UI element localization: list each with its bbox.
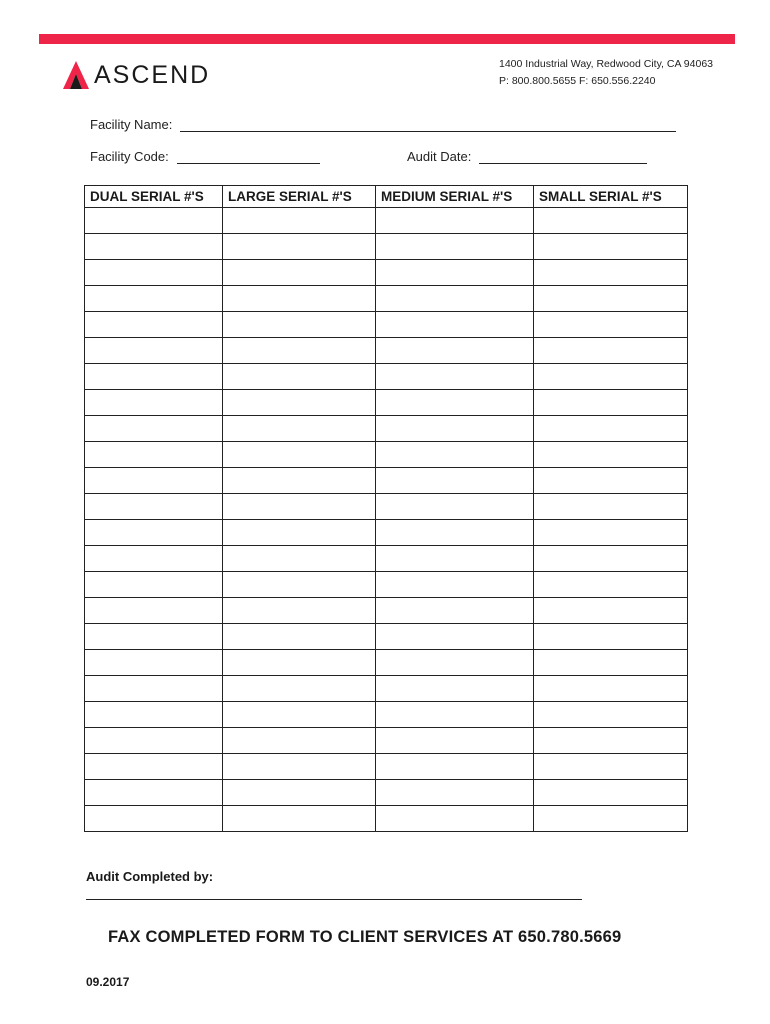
serial-cell-medium[interactable] — [376, 572, 534, 598]
serial-cell-dual[interactable] — [85, 702, 223, 728]
serial-cell-large[interactable] — [223, 806, 376, 832]
ascend-logo — [63, 61, 210, 89]
serial-cell-medium[interactable] — [376, 208, 534, 234]
table-row — [85, 442, 688, 468]
serial-cell-large[interactable] — [223, 338, 376, 364]
serial-cell-large[interactable] — [223, 260, 376, 286]
serial-cell-small[interactable] — [534, 312, 688, 338]
serial-cell-small[interactable] — [534, 364, 688, 390]
table-row — [85, 780, 688, 806]
serial-cell-medium[interactable] — [376, 728, 534, 754]
serial-cell-medium[interactable] — [376, 650, 534, 676]
serial-cell-large[interactable] — [223, 494, 376, 520]
serial-cell-dual[interactable] — [85, 806, 223, 832]
facility-name-field[interactable] — [180, 118, 676, 132]
serial-cell-small[interactable] — [534, 442, 688, 468]
table-row — [85, 416, 688, 442]
serial-cell-small[interactable] — [534, 624, 688, 650]
serial-cell-medium[interactable] — [376, 416, 534, 442]
table-row — [85, 494, 688, 520]
form-version: 09.2017 — [86, 975, 130, 989]
serial-cell-small[interactable] — [534, 338, 688, 364]
table-row — [85, 702, 688, 728]
table-row — [85, 728, 688, 754]
facility-name-row — [90, 117, 676, 132]
serial-cell-small[interactable] — [534, 572, 688, 598]
serial-cell-dual[interactable] — [85, 338, 223, 364]
column-header-medium: MEDIUM SERIAL #'S — [376, 186, 534, 208]
serial-cell-dual[interactable] — [85, 260, 223, 286]
audit-date-label: Audit Date: — [407, 149, 472, 164]
serial-cell-large[interactable] — [223, 598, 376, 624]
serial-cell-medium[interactable] — [376, 676, 534, 702]
serial-cell-large[interactable] — [223, 364, 376, 390]
serial-cell-dual[interactable] — [85, 572, 223, 598]
serial-cell-small[interactable] — [534, 806, 688, 832]
serial-cell-small[interactable] — [534, 520, 688, 546]
audit-date-field[interactable] — [479, 150, 647, 164]
table-row — [85, 624, 688, 650]
serial-cell-medium[interactable] — [376, 286, 534, 312]
serial-cell-small[interactable] — [534, 390, 688, 416]
table-row — [85, 468, 688, 494]
serial-cell-dual[interactable] — [85, 624, 223, 650]
serial-cell-large[interactable] — [223, 442, 376, 468]
column-header-small: SMALL SERIAL #'S — [534, 186, 688, 208]
serial-cell-dual[interactable] — [85, 390, 223, 416]
facility-code-label: Facility Code: — [90, 149, 169, 164]
audit-completed-field[interactable] — [86, 899, 582, 900]
serial-cell-medium[interactable] — [376, 494, 534, 520]
serial-cell-large[interactable] — [223, 650, 376, 676]
serial-cell-large[interactable] — [223, 676, 376, 702]
serial-cell-dual[interactable] — [85, 312, 223, 338]
phone-fax-line: P: 800.800.5655 F: 650.556.2240 — [499, 75, 656, 87]
serial-cell-small[interactable] — [534, 494, 688, 520]
table-row — [85, 520, 688, 546]
serial-cell-large[interactable] — [223, 416, 376, 442]
table-row — [85, 312, 688, 338]
logo-text: ASCEND — [94, 60, 211, 89]
serial-cell-medium[interactable] — [376, 520, 534, 546]
serial-cell-dual[interactable] — [85, 234, 223, 260]
table-row — [85, 234, 688, 260]
serial-cell-medium[interactable] — [376, 468, 534, 494]
serial-cell-large[interactable] — [223, 546, 376, 572]
serial-cell-large[interactable] — [223, 390, 376, 416]
serial-cell-large[interactable] — [223, 702, 376, 728]
column-header-large: LARGE SERIAL #'S — [223, 186, 376, 208]
table-row — [85, 598, 688, 624]
table-row — [85, 286, 688, 312]
serial-cell-small[interactable] — [534, 650, 688, 676]
ascend-triangle-icon — [63, 61, 89, 89]
serial-cell-large[interactable] — [223, 286, 376, 312]
serial-cell-dual[interactable] — [85, 598, 223, 624]
serial-cell-large[interactable] — [223, 754, 376, 780]
facility-code-row — [90, 149, 320, 164]
serial-cell-dual[interactable] — [85, 650, 223, 676]
audit-date-row — [407, 149, 647, 164]
serial-cell-large[interactable] — [223, 780, 376, 806]
serial-cell-small[interactable] — [534, 728, 688, 754]
serial-cell-large[interactable] — [223, 312, 376, 338]
serial-cell-dual[interactable] — [85, 208, 223, 234]
serial-cell-large[interactable] — [223, 520, 376, 546]
serial-cell-small[interactable] — [534, 234, 688, 260]
serial-cell-medium[interactable] — [376, 546, 534, 572]
serial-cell-dual[interactable] — [85, 780, 223, 806]
serial-cell-large[interactable] — [223, 624, 376, 650]
serial-cell-dual[interactable] — [85, 520, 223, 546]
serial-cell-small[interactable] — [534, 260, 688, 286]
serial-cell-medium[interactable] — [376, 442, 534, 468]
serial-cell-small[interactable] — [534, 286, 688, 312]
table-row — [85, 572, 688, 598]
serial-cell-medium[interactable] — [376, 624, 534, 650]
address-line: 1400 Industrial Way, Redwood City, CA 94063 — [499, 58, 714, 70]
facility-name-label: Facility Name: — [90, 117, 173, 132]
company-address — [499, 56, 713, 90]
serial-cell-medium[interactable] — [376, 312, 534, 338]
table-header-row — [85, 186, 688, 208]
serial-cell-dual[interactable] — [85, 728, 223, 754]
serial-cell-medium[interactable] — [376, 598, 534, 624]
serial-cell-medium[interactable] — [376, 364, 534, 390]
serial-cell-small[interactable] — [534, 208, 688, 234]
serial-cell-small[interactable] — [534, 416, 688, 442]
serial-cell-small[interactable] — [534, 468, 688, 494]
serial-cell-large[interactable] — [223, 234, 376, 260]
serial-cell-medium[interactable] — [376, 754, 534, 780]
serial-cell-large[interactable] — [223, 468, 376, 494]
table-row — [85, 364, 688, 390]
table-row — [85, 754, 688, 780]
serial-table-body — [85, 208, 688, 832]
serial-cell-small[interactable] — [534, 546, 688, 572]
facility-code-field[interactable] — [177, 150, 320, 164]
serial-cell-small[interactable] — [534, 754, 688, 780]
table-row — [85, 546, 688, 572]
serial-cell-dual[interactable] — [85, 468, 223, 494]
column-header-dual: DUAL SERIAL #'S — [85, 186, 223, 208]
serial-cell-large[interactable] — [223, 728, 376, 754]
serial-cell-dual[interactable] — [85, 364, 223, 390]
serial-cell-dual[interactable] — [85, 494, 223, 520]
table-row — [85, 208, 688, 234]
fax-instruction: FAX COMPLETED FORM TO CLIENT SERVICES AT 650.780.5669 — [108, 928, 622, 946]
serial-cell-small[interactable] — [534, 676, 688, 702]
serial-cell-medium[interactable] — [376, 390, 534, 416]
serial-cell-dual[interactable] — [85, 442, 223, 468]
serial-cell-medium[interactable] — [376, 806, 534, 832]
table-row — [85, 650, 688, 676]
serial-cell-medium[interactable] — [376, 234, 534, 260]
serial-cell-medium[interactable] — [376, 338, 534, 364]
serial-cell-dual[interactable] — [85, 416, 223, 442]
table-row — [85, 338, 688, 364]
table-row — [85, 676, 688, 702]
serial-cell-small[interactable] — [534, 780, 688, 806]
serial-cell-large[interactable] — [223, 572, 376, 598]
audit-completed-label: Audit Completed by: — [86, 869, 214, 884]
serial-number-table — [84, 185, 688, 832]
table-row — [85, 260, 688, 286]
serial-cell-small[interactable] — [534, 598, 688, 624]
serial-cell-small[interactable] — [534, 702, 688, 728]
serial-cell-medium[interactable] — [376, 780, 534, 806]
brand-top-bar — [39, 34, 735, 44]
table-row — [85, 390, 688, 416]
serial-cell-medium[interactable] — [376, 260, 534, 286]
table-row — [85, 806, 688, 832]
serial-cell-dual[interactable] — [85, 546, 223, 572]
serial-cell-medium[interactable] — [376, 702, 534, 728]
serial-cell-dual[interactable] — [85, 286, 223, 312]
serial-cell-dual[interactable] — [85, 754, 223, 780]
serial-cell-large[interactable] — [223, 208, 376, 234]
serial-cell-dual[interactable] — [85, 676, 223, 702]
